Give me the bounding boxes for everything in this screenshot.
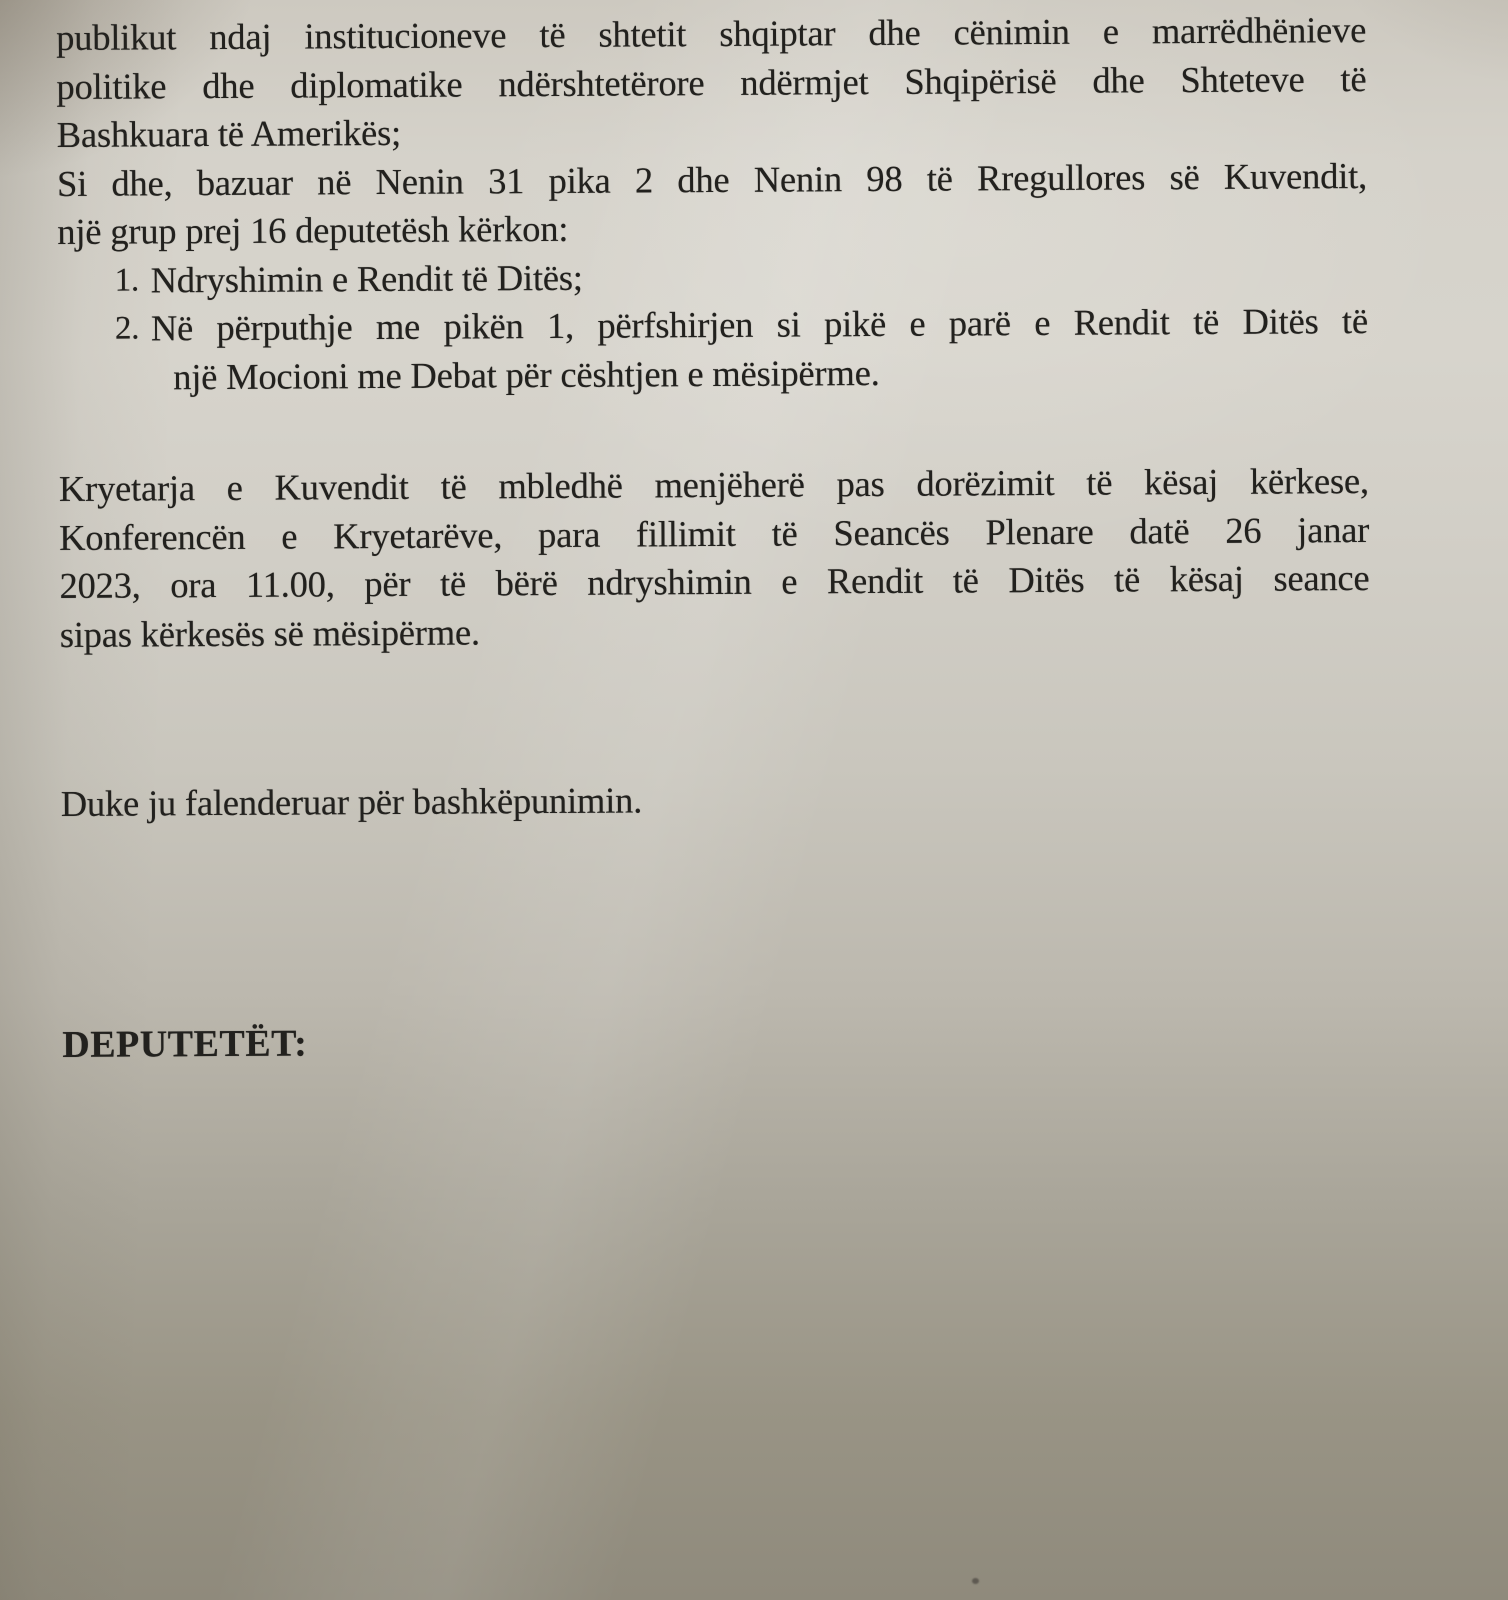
text-line: 2023, ora 11.00, për të bërë ndryshimin e Rendit të Ditës të kësaj seance (59, 556, 1370, 606)
text-line: publikut ndaj institucioneve të shtetit shqiptar dhe cënimin e marrëdhënieve (56, 8, 1367, 58)
paragraph-request (57, 151, 1368, 256)
list-number: 1. (114, 261, 140, 299)
list-item-1 (57, 248, 1367, 305)
text-line: një Mocioni me Debat për cështjen e mësipërme. (173, 351, 880, 397)
text-line: politike dhe diplomatike ndërshtetërore ndërmjet Shqipërisë dhe Shteteve të (56, 57, 1367, 107)
text-line: Bashkuara të Amerikës; (56, 111, 402, 155)
closing-line: Duke ju falenderuar për bashkëpunimin. (60, 779, 643, 824)
paragraph-intro (56, 6, 1367, 159)
text-line: Në përputhje me pikën 1, përfshirjen si pikë e parë e Rendit të Ditës të (150, 299, 1369, 349)
text-line: Ndryshimin e Rendit të Ditës; (150, 256, 583, 300)
dust-speck (972, 1578, 979, 1584)
text-line: sipas kërkesës së mësipërme. (59, 610, 481, 655)
list-item-2 (58, 297, 1369, 402)
list-number: 2. (114, 310, 140, 347)
numbered-list (57, 248, 1368, 401)
document-text (56, 6, 1372, 1069)
signature-heading: DEPUTETËT: (62, 1021, 308, 1066)
paragraph-conference (59, 457, 1370, 659)
text-line: Si dhe, bazuar në Nenin 31 pika 2 dhe Nenin 98 të Rregullores së Kuvendit, (56, 154, 1368, 204)
text-line: një grup prej 16 deputetësh kërkon: (57, 207, 569, 252)
text-line: Konferencën e Kryetarëve, para fillimit të Seancës Plenare datë 26 janar (59, 508, 1370, 558)
text-line: Kryetarja e Kuvendit të mbledhë menjëherë pas dorëzimit të kësaj kërkese, (58, 459, 1369, 509)
